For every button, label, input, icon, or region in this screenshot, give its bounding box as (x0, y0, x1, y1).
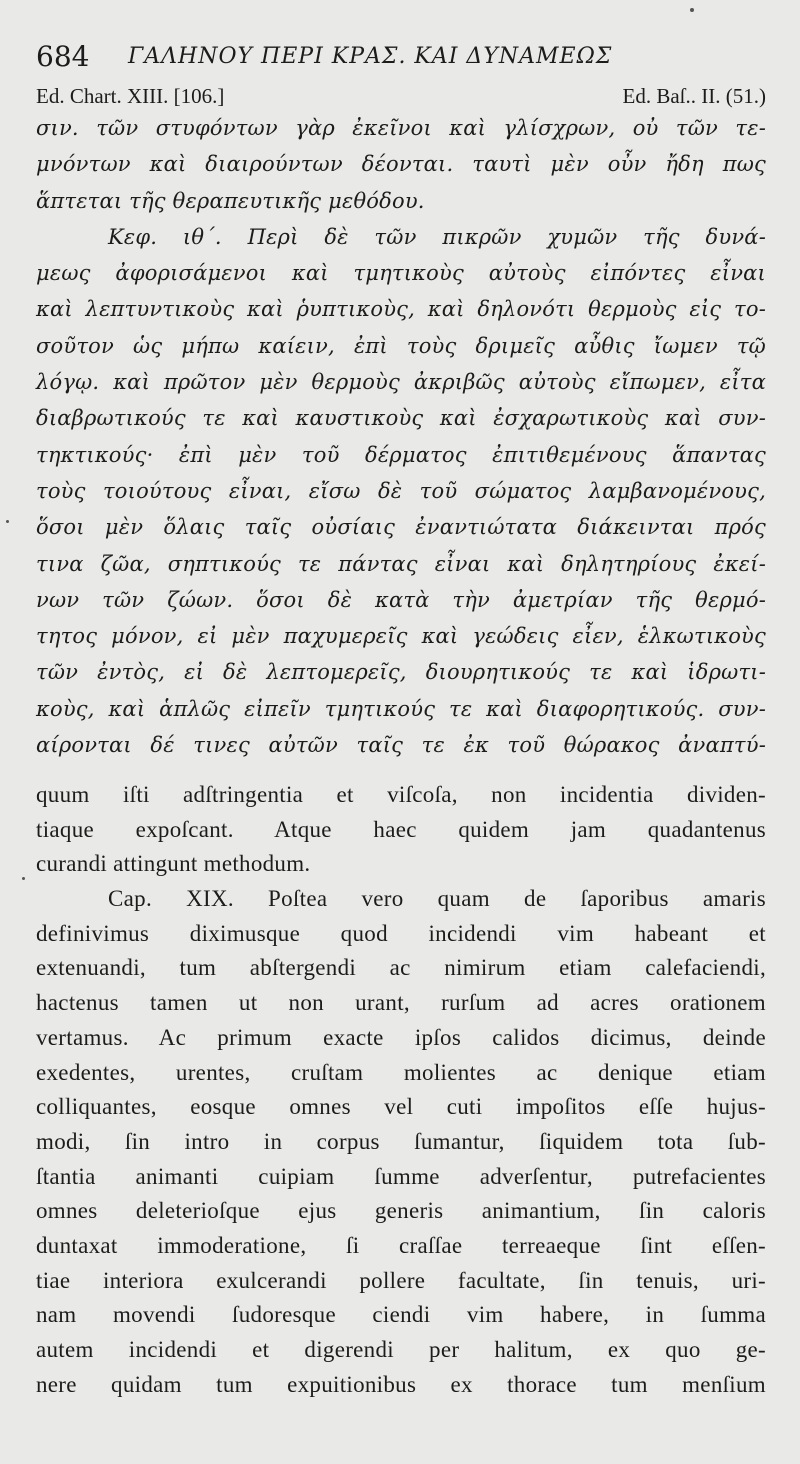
latin-line: modi, ſin intro in corpus ſumantur, ſiquidem tota ſub- (36, 1128, 766, 1154)
page-number: 684 (36, 40, 90, 73)
latin-line: duntaxat immoderatione, ſi craſſae terreaeque ſint eſſen- (36, 1232, 766, 1258)
greek-line: διαβρωτικούς τε καὶ καυστικοὺς καὶ ἐσχαρωτικοὺς καὶ συν- (36, 406, 766, 431)
greek-text-block (36, 110, 766, 763)
greek-line: μεως ἀφορισάμενοι καὶ τμητικοὺς αὐτοὺς εἰπόντες εἶναι (36, 261, 766, 286)
print-speck (22, 877, 25, 880)
print-speck (690, 8, 694, 12)
latin-line: omnes deleterioſque ejus generis animantium, ſin caloris (36, 1198, 766, 1224)
edition-basel: Ed. Baſ.. II. (51.) (622, 84, 766, 108)
latin-line: extenuandi, tum abſtergendi ac nimirum etiam calefaciendi, (36, 955, 766, 981)
edition-chartier: Ed. Chart. XIII. [106.] (36, 84, 225, 108)
greek-line: σιν. τῶν στυφόντων γὰρ ἐκεῖνοι καὶ γλίσχρων, οὐ τῶν τε- (36, 116, 766, 140)
running-head (36, 40, 766, 80)
latin-line: quum iſti adſtringentia et viſcoſa, non incidentia dividen- (36, 782, 766, 807)
greek-line: σοῦτον ὡς μήπω καίειν, ἐπὶ τοὺς δριμεῖς αὖθις ἴωμεν τῷ (36, 333, 766, 358)
latin-text-block (36, 778, 766, 1402)
latin-line: definivimus diximusque quod incidendi vim habeant et (36, 920, 766, 946)
greek-line: τητος μόνον, εἰ μὲν παχυμερεῖς καὶ γεώδεις εἶεν, ἑλκωτικοὺς (36, 624, 766, 649)
greek-line: τηκτικούς· ἐπὶ μὲν τοῦ δέρματος ἐπιτιθεμένους ἅπαντας (36, 442, 766, 467)
latin-line: nere quidam tum expuitionibus ex thorace tum menſium (36, 1371, 766, 1397)
latin-line: vertamus. Ac primum exacte ipſos calidos dicimus, deinde (36, 1024, 766, 1050)
latin-line: tiae interiora exulcerandi pollere facultate, ſin tenuis, uri- (36, 1267, 766, 1293)
greek-line: αίρονται δέ τινες αὐτῶν ταῖς τε ἐκ τοῦ θώρακος ἀναπτύ- (36, 733, 766, 758)
greek-line: λόγῳ. καὶ πρῶτον μὲν θερμοὺς ἀκριβῶς αὐτοὺς εἴπωμεν, εἶτα (36, 370, 766, 395)
latin-line: hactenus tamen ut non urant, rurſum ad acres orationem (36, 990, 766, 1016)
latin-line: nam movendi ſudoresque ciendi vim habere, in ſumma (36, 1302, 766, 1328)
latin-chapter-heading-line: Cap. XIX. Poſtea vero quam de ſaporibus amaris (108, 886, 766, 912)
latin-line: ſtantia animanti cuipiam ſumme adverſentur, putrefacientes (36, 1163, 766, 1189)
greek-chapter-heading-line: Κεφ. ιθ΄. Περὶ δὲ τῶν πικρῶν χυμῶν τῆς δυνά- (108, 224, 766, 249)
greek-line: νων τῶν ζώων. ὅσοι δὲ κατὰ τὴν ἀμετρίαν τῆς θερμό- (36, 587, 766, 612)
latin-line: colliquantes, eosque omnes vel cuti impoſitos eſſe hujus- (36, 1094, 766, 1120)
latin-line: autem incidendi et digerendi per halitum, ex quo ge- (36, 1337, 766, 1362)
latin-line: curandi attingunt methodum. (36, 851, 311, 877)
greek-line: καὶ λεπτυντικοὺς καὶ ῥυπτικοὺς, καὶ δηλονότι θερμοὺς εἰς το- (36, 297, 766, 322)
greek-line: τινα ζῶα, σηπτικούς τε πάντας εἶναι καὶ δηλητηρίους ἐκεί- (36, 551, 766, 576)
greek-line: τῶν ἐντὸς, εἰ δὲ λεπτομερεῖς, διουρητικούς τε καὶ ἱδρωτι- (36, 660, 766, 685)
greek-line: τοὺς τοιούτους εἶναι, εἴσω δὲ τοῦ σώματος λαμβανομένους, (36, 478, 766, 503)
greek-line: κοὺς, καὶ ἁπλῶς εἰπεῖν τμητικούς τε καὶ διαφορητικούς. συν- (36, 696, 766, 721)
greek-line: μνόντων καὶ διαιρούντων δέονται. ταυτὶ μὲν οὖν ἤδη πως (36, 152, 766, 177)
print-speck (6, 520, 9, 523)
running-title: ΓΑΛΗΝΟΥ ΠΕΡΙ ΚΡΑΣ. ΚΑΙ ΔΥΝΑΜΕΩΣ (128, 44, 613, 69)
latin-line: exedentes, urentes, cruſtam molientes ac denique etiam (36, 1059, 766, 1085)
greek-line: ὅσοι μὲν ὅλαις ταῖς οὐσίαις ἐναντιώτατα διάκεινται πρός (36, 515, 766, 540)
greek-line: ἅπτεται τῆς θεραπευτικῆς μεθόδου. (36, 188, 425, 213)
latin-line: tiaque expoſcant. Atque haec quidem jam quadantenus (36, 816, 766, 842)
